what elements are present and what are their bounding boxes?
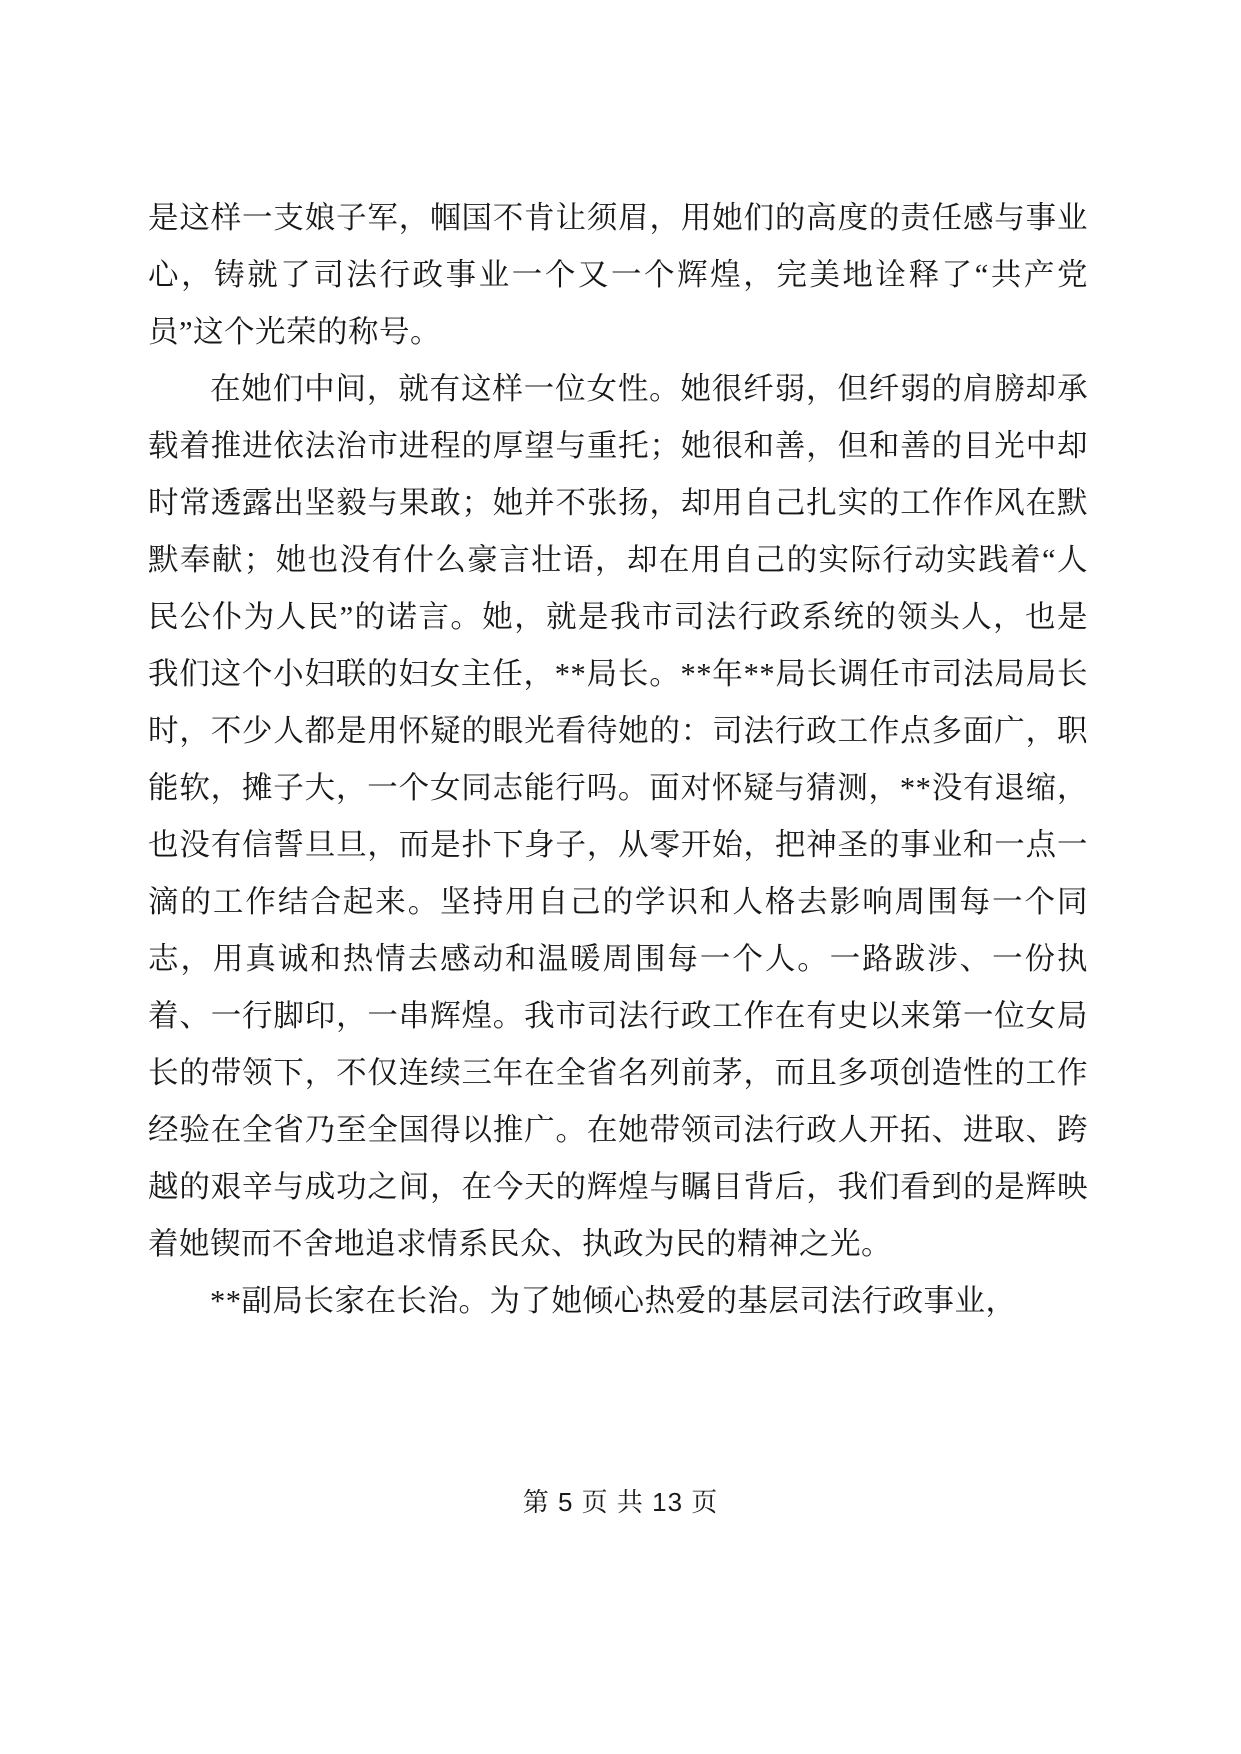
paragraph: 在她们中间，就有这样一位女性。她很纤弱，但纤弱的肩膀却承载着推进依法治市进程的厚望与重托；她很和善，但和善的目光中却时常透露出坚毅与果敢；她并不张扬，却用自己扎实的工作作风在默默奉献；她也没有什么豪言壮语，却在用自己的实际行动实践着“人民公仆为人民”的诺言。她，就是我市司法行政系统的领头人，也是我们这个小妇联的妇女主任，**局长。**年**局长调任市司法局局长时，不少人都是用怀疑的眼光看待她的：司法行政工作点多面广，职能软，摊子大，一个女同志能行吗。面对怀疑与猜测，**没有退缩，也没有信誓旦旦，而是扑下身子，从零开始，把神圣的事业和一点一滴的工作结合起来。坚持用自己的学识和人格去影响周围每一个同志，用真诚和热情去感动和温暖周围每一个人。一路跋涉、一份执着、一行脚印，一串辉煌。我市司法行政工作在有史以来第一位女局长的带领下，不仅连续三年在全省名列前茅，而且多项创造性的工作经验在全省乃至全国得以推广。在她带领司法行政人开拓、进取、跨越的艰辛与成功之间，在今天的辉煌与瞩目背后，我们看到的是辉映着她锲而不舍地追求情系民众、执政为民的精神之光。 (148, 372, 1088, 1261)
paragraph: 是这样一支娘子军，帼国不肯让须眉，用她们的高度的责任感与事业心，铸就了司法行政事业一个又一个辉煌，完美地诠释了“共产党员”这个光荣的称号。 (148, 201, 1088, 349)
document-body (148, 190, 1088, 1330)
paragraph: **副局长家在长治。为了她倾心热爱的基层司法行政事业， (210, 1284, 1017, 1318)
page-footer: 第 5 页 共 13 页 (522, 1487, 719, 1517)
